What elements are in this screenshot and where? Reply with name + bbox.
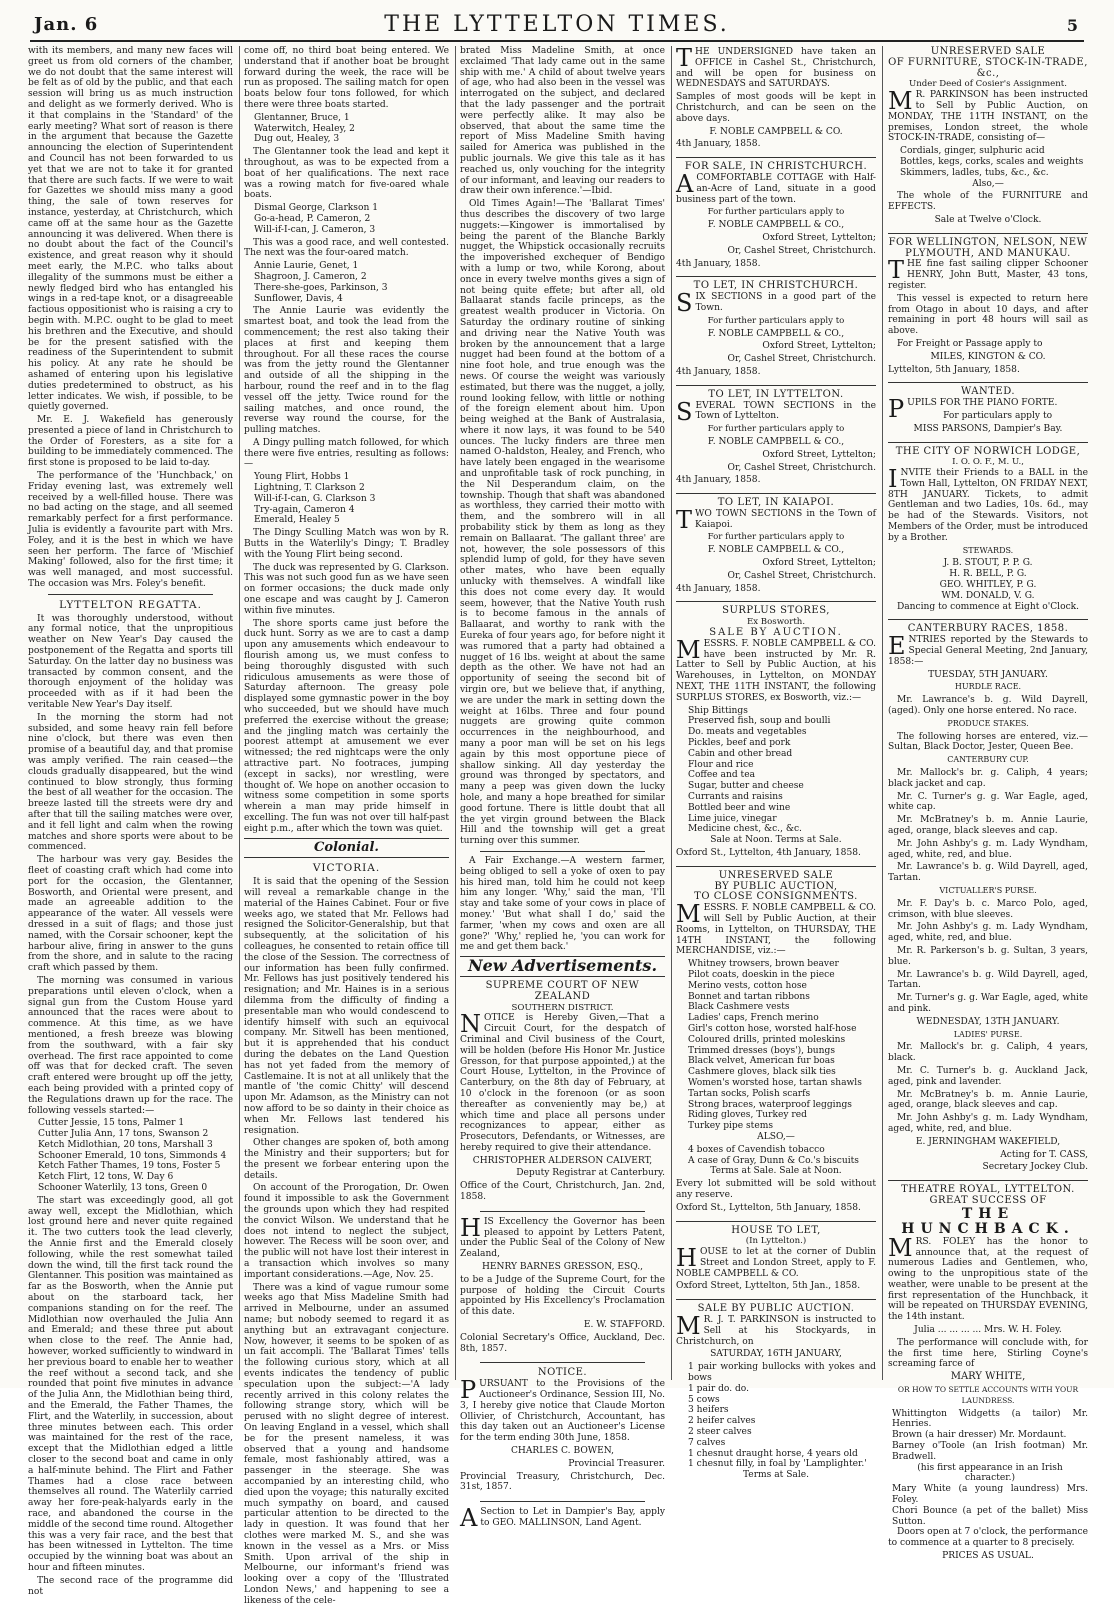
ad-address: Oxford Street, Lyttelton; [762,232,876,243]
ad-note: Doors open at 7 o'clock, the performance to commence at a quarter to 8 precisely. [888,1527,1088,1549]
article-paragraph: There was a kind of vague rumour some weeks ago that Miss Madeline Smith had arrived in Melbourne, under an assumed name; but nobody seemed to regard it as anything but an extravagant conjecture. Now, however, it seems to be spoken of as un fait accompli. The 'Ballarat Times' tells the following curious story, which at all events indicates the tendency of public speculation upon the subject:—'A lady recently arrived in this colony relates the following strange story, which will be perused with no slight degree of interest. On leaving England in a vessel, which shall be for the present nameless, it was observed that a young and handsome female, most fashionably attired, was a passenger in the steerage. She was accompanied by an interesting child, who died upon the voyage; this naturally excited much sympathy on board, and caused particular attention to be directed to the lady in question. It was found that her clothes were marked M. S., and she was known in the vessel as a Mrs. or Miss Smith. Upon arrival of the ship in Melbourne, our informant's friend was looking over a copy of the 'Illustrated London News,' and happening to see a likeness of the cele- [244,1282,449,1606]
race-entry: Will-if-I-can, J. Cameron, 3 [254,224,376,235]
ad-prices: PRICES AS USUAL. [942,1551,1034,1562]
ad-heading: UNRESERVED SALE [930,46,1046,57]
list-item: Whitney trowsers, brown beaver [688,959,839,970]
list-item: 3 heifers [688,1405,729,1416]
ad-signature: E. JERNINGHAM WAKEFIELD, [915,1136,1061,1147]
divider [676,601,876,602]
race-entry: Mr. McBratney's b. m. Annie Laurie, aged, orange, black sleeves and cap. [888,815,1088,836]
race-entry: Cutter Julia Ann, 17 tons, Swanson 2 [38,1129,209,1140]
section-heading-new-ads: New Advertisements. [467,956,658,976]
list-item: Turkey pipe stems [688,1121,774,1132]
advert-schooner-henry [888,237,1088,380]
article-paragraph: The harbour was very gay. Besides the fleet of coasting craft which had come into port for the occasion, the Glentanner, Bosworth, and Oriental were present, and made an agreeable addition to the appearance of the water. All vessels were dressed in a suit of flags; and those just named, with the Corsair schooner, kept the harbour alive, firing in answer to the guns from the shore, and in salute to the racing craft which passed by them. [28,855,233,974]
race-entry: Mr. John Ashby's g. m. Lady Wyndham, aged, white, red, and blue. [888,1113,1088,1134]
ad-subheading: TO CLOSE CONSIGNMENTS. [694,891,858,903]
ad-body: For further particulars apply to [707,207,845,218]
article-paragraph: On account of the Prorogation, Dr. Owen found it impossible to ask the Government the grounds upon which they had respited the convict Wilson. We understand that he does not intend to neglect the subject, however. The Recess will be soon over, and the public will not have lost their interest in a transaction which involves so many important considerations.—Age, Nov. 25. [244,1183,449,1280]
ad-signature: F. NOBLE CAMPBELL & CO., [707,328,845,339]
divider [480,1501,645,1502]
ad-body: ENTRIES reported by the Stewards to Special General Meeting, 2nd January, 1858:— [888,632,1088,667]
masthead [30,6,1084,42]
advert-house-to-let [676,1225,876,1297]
list-item: Black velvet, American fur boas [688,1056,835,1067]
race-day: TUESDAY, 5TH JANUARY. [928,669,1048,680]
ad-subheading: I. O. O. F., M. U., [952,457,1024,468]
article-paragraph: come off, no third boat being entered. We understand that if another boat be brought forward during the week, the race will be run as proposed. The sailing match for open boats below four tons followed, for which there were three boats started. [244,46,449,110]
list-item: 5 cows [688,1394,720,1405]
race-entry: Ketch Midlothian, 20 tons, Marshall 3 [38,1139,213,1150]
list-item: Currants and raisins [688,792,783,803]
race-entry: Go-a-head, P. Cameron, 2 [254,213,371,224]
divider [676,866,876,867]
list-item: 7 calves [688,1437,726,1448]
race-entry: There-she-goes, Parkinson, 3 [254,282,388,293]
list-item: WM. DONALD, V. G. [941,590,1035,601]
race-entry: Emerald, Healey 5 [254,515,340,526]
list-item: A case of Gray, Dunn & Co.'s biscuits [688,1155,859,1166]
farce-title: MARY WHITE, [950,1371,1026,1383]
list-item: Ladies' caps, French merino [688,1013,819,1024]
race-name: HURDLE RACE. [954,682,1022,692]
article-paragraph: with its members, and many new faces will greet us from old corners of the chamber, we do not doubt that the same interest will be felt as of old by the public, and that each session will bring us as much instruction and delight as we formerly derived. Who is it that complains in the 'Standard' of the early meeting? What sort of reason is there in the argument that because the Gazette announcing the election of Superintendent and Council has not been forwarded to us yet that we are not to take it for granted that there are such facts. If we were to wait for Gazettes we should miss many a good thing, the sale of town reserves for instance, yesterday, at Christchurch, which came off at the same hour as the Gazette announcing it was delivered. When there is no doubt about the fact of the Council's existence, and great reason why it should meet early, the M.P.C. who talks about illegality of the summons must be either a newly fledged bird who has entangled his wings in a red-tape knot, or a disagreeable factious oppositionist who is raising a cry to begin with. M.P.C. ought to be glad to meet his brethren and the Executive, and should be for the present satisfied with the readiness of the Superintendent to submit his policy. At any rate he should be ashamed of entering upon his legislative duties predetermined to obstruct, as his letter indicates. We wish, if possible, to be quietly governed. [28,46,233,413]
race-results [28,1118,233,1196]
column-rule [671,46,672,1380]
race-entry: The following horses are entered, viz.—Sultan, Black Doctor, Jester, Queen Bee. [888,731,1088,753]
ad-heading: CANTERBURY RACES, 1858. [907,623,1069,635]
ad-body: MR. J. T. PARKINSON is instructed to Sell at his Stockyards, in Christchurch, on [676,1312,876,1347]
list-item: 1 pair working bullocks with yokes and bows [688,1362,876,1384]
column-2 [244,46,449,1606]
list-item: Women's worsted hose, tartan shawls [688,1077,862,1088]
divider [676,276,876,277]
ad-body: SIX SECTIONS in a good part of the Town. [676,289,876,318]
ad-signature: F. NOBLE CAMPBELL & CO. [709,126,843,137]
ad-body: HOUSE to let at the corner of Dublin Street and London Street, apply to F. NOBLE CAMPBELL & CO. [676,1244,876,1279]
ad-date: Lyttelton, 5th January, 1858. [888,364,1020,375]
list-item: Bottled beer and wine [688,802,791,813]
divider [888,382,1088,383]
cast-line: Mary White (a young laundress) Mrs. Foley. [892,1484,1088,1506]
ad-body: For further particulars apply to [707,315,845,326]
list-item: Flour and rice [688,759,754,770]
ad-body: ACOMFORTABLE COTTAGE with Half-an-Acre of Land, situate in a good business part of the town. [676,169,876,205]
race-name: PRODUCE STAKES. [947,718,1029,728]
race-entry: Will-if-I-can, G. Clarkson 3 [254,493,376,504]
cast-list [888,1409,1088,1528]
article-paragraph: The Dingy Sculling Match was won by R. Butts in the Waterlily's Dingy; T. Bradley with the Young Flirt being second. [244,528,449,560]
ad-body: NOTICE is Hereby Given,—That a Circuit Court, for the despatch of Criminal and Civil business of the Court, will be holden (before His Honor Mr. Justice Gresson, for that purpose appointed,) at the Court House, Lyttelton, in the Province of Canterbury, on the 8th day of February, at 10 o'clock in the forenoon (or as soon thereafter as conveniently may be,) at which time and place all persons under recognizances to appear, either as Prosecutors, Defendants, or Witnesses, are hereby required to give their attendance. [460,1010,665,1153]
divider [888,233,1088,234]
race-entry: Cutter Jessie, 15 tons, Palmer 1 [38,1118,185,1129]
ad-address: Or, Cashel Street, Christchurch. [727,462,876,473]
article-paragraph: The start was exceedingly good, all got away well, except the Midlothian, which lost ground here and never quite regained it. The two cutters took the lead cleverly, the Annie first and the Emerald closely following, while the rest somewhat tailed down the wind, till the first tack round the Glentanner. This position was maintained as far as the Bosworth, when the Annie put about on the starboard tack, her companions standing on for the reef. The Midlothian now overhauled the Julia Ann and Emerald; and these three put about when close to the reef. The Annie had, however, worked sufficiently to windward in her previous board to enable her to weather the reef without a second tack, and she rounded that point five minutes in advance of the Julia Ann, the Midlothian being third, and the Emerald, the Father Thames, the Flirt, and the Waterlily, in succession, about three minutes between each. This order was maintained for the rest of the race, except that the Midlothian edged a little closer to the second boat and came in only a half-minute behind. The Flirt and Father Thames had a close race between themselves all round. The Waterlily carried away her fore-peak-halyards early in the race, and abandoned the course in the middle of the second time round. Altogether this was a very fair race, and the best that has been witnessed in Lyttelton. The time occupied by the winning boat was about an hour and fifteen minutes. [28,1195,233,1573]
race-entry: Annie Laurie, Genet, 1 [254,261,359,272]
divider [676,157,876,158]
ad-signature: Deputy Registrar at Canterbury. [516,1168,665,1179]
ad-signature: Secretary Jockey Club. [982,1162,1088,1173]
ad-date: 4th January, 1858. [676,583,761,594]
ad-body: MESSRS. F. NOBLE CAMPBELL & CO. have been instructed by Mr. R. Latter to Sell by Public Auction, at his Warehouses, in Lyttelton, on MONDAY NEXT, THE 11TH INSTANT, the following SURPLUS STORES, ex Bosworth, viz.:— [676,635,876,703]
ad-also: Also,— [972,178,1004,189]
ad-signature: MISS PARSONS, Dampier's Bay. [913,423,1063,434]
farce-subtitle: OR HOW TO SETTLE ACCOUNTS WITH YOUR LAUNDRESS. [897,1385,1079,1405]
advert-furniture-sale [888,46,1088,230]
race-entry: Dismal George, Clarkson 1 [254,203,378,214]
ad-body: MESSRS. F. NOBLE CAMPBELL & CO. will Sell by Public Auction, at their Rooms, in Lyttelton, on THURSDAY, THE 14TH INSTANT, the following MERCHANDISE, viz.:— [676,900,876,957]
ad-subheading: (In Lyttelton.) [745,1236,807,1247]
race-results [244,261,449,306]
advert-six-sections [676,280,876,381]
ad-address: Oxford Street, Lyttelton; [762,341,876,352]
stewards-list [888,558,1088,601]
ad-signature: F. NOBLE CAMPBELL & CO., [707,220,845,231]
ad-body: HIS Excellency the Governor has been pleased to appoint by Letters Patent, under the Public Seal of the Colony of New Zealand, [460,1213,665,1260]
ad-body: Samples of most goods will be kept in Christchurch, and can be seen on the above days. [676,92,876,124]
divider [48,594,213,595]
advert-piano-pupils [888,386,1088,438]
ad-heading: SALE BY PUBLIC AUCTION. [697,1303,855,1315]
ad-heading: THEATRE ROYAL, LYTTELTON. [901,1184,1075,1196]
ad-terms: Sale at Twelve o'Clock. [934,214,1042,225]
race-entry: Mr. John Ashby's g. m. Lady Wyndham, aged, white, red, and blue. [888,838,1088,860]
race-entry: Glentanner, Bruce, 1 [254,112,350,123]
list-item: Do. meats and vegetables [688,727,807,738]
ad-big-title: THE HUNCHBACK. [901,1205,1075,1237]
ad-body: For further particulars apply to [707,424,845,435]
ad-body: This vessel is expected to return here from Otago in about 10 days, and after remaining in port 48 hours will sail as above. [888,293,1088,337]
race-entry: Try-again, Cameron 4 [254,504,355,515]
article-paragraph: The morning was consumed in various preparations until eleven o'clock, when a signal gun from the Custom House yard announced that the races were about to commence. At this time, as we have mentioned, a fresh breeze was blowing from the southward, with a fair sky overhead. The first race appointed to come off was that for decked craft. The seven craft entered were brought up off the jetty, each being provided with a printed copy of the Regulations drawn up for the race. The following vessels started:— [28,975,233,1116]
race-entry: Mr. C. Turner's b. g. Auckland Jack, aged, pink and lavender. [888,1065,1088,1087]
ad-subheading: GREAT SUCCESS OF [929,1194,1047,1206]
race-entry: Mr. Mallock's br. g. Caliph, 4 years, black. [888,1042,1088,1064]
ad-heading: SUPREME COURT OF NEW ZEALAND [485,979,640,1002]
list-item: J. B. STOUT, P. P. G. [943,558,1033,569]
race-entry: Mr. Turner's g. g. War Eagle, aged, white and pink. [888,993,1088,1014]
race-entry: Mr. Lawrance's b. g. Wild Dayrell, aged, Tartan. [888,969,1088,991]
divider [676,385,876,386]
list-item: Preserved fish, soup and boulli [688,716,831,727]
list-item: Coloured drills, printed moleskins [688,1034,846,1045]
ad-heading: WANTED. [960,386,1016,398]
article-paragraph: The second race of the programme did not [28,1575,233,1597]
ad-date: 4th January, 1858. [676,258,761,269]
article-paragraph: In the morning the storm had not subsided, and some heavy rain fell before nine o'clock, but there was even then promise of a beautiful day, and that promise was amply verified. The rain ceased—the clouds gradually disappeared, but the wind continued to blow strongly, thus forming the best of all weather for the occasion. The breeze lasted till the streets were dry and after that till the sailing matches were over, and it fell light and calm when the rowing matches and shore sports were about to be commenced. [28,712,233,853]
ad-subheading: SOUTHERN DISTRICT. [511,1002,614,1013]
ad-subheading: Ex Bosworth. [746,617,806,628]
cast-line: Brown (a hair dresser) Mr. Mordaunt. [892,1430,1067,1441]
divider [676,1299,876,1300]
race-entry: Mr. F. Day's b. c. Marco Polo, aged, crimson, with blue sleeves. [888,898,1088,920]
ad-name: HENRY BARNES GRESSON, ESQ., [481,1262,644,1273]
list-item: H. R. BELL, P. G. [949,569,1027,580]
ad-date: Colonial Secretary's Office, Auckland, Dec. 8th, 1857. [460,1332,665,1354]
list-item: Cabin and other bread [688,748,793,759]
ad-signature: CHARLES C. BOWEN, [510,1446,615,1457]
column-4 [676,44,876,1481]
ad-heading: UNRESERVED SALE [718,869,834,881]
ad-signature: Acting for T. CASS, [1000,1149,1088,1160]
article-paragraph: Other changes are spoken of, both among the Ministry and their supporters; but for the present we forbear entering upon the details. [244,1138,449,1181]
advert-kaiapoi [676,497,876,598]
ad-when: SATURDAY, 16TH JANUARY, [710,1349,842,1360]
issue-date: Jan. 6 [34,14,99,35]
article-paragraph: A Dingy pulling match followed, for which there were five entries, resulting as follows:— [244,437,449,470]
ad-body: For further particulars apply to [707,532,845,543]
divider [480,1211,645,1212]
ad-body: to be a Judge of the Supreme Court, for the purpose of holding the Circuit Courts appointed by His Excellency's Proclamation of this date. [460,1274,665,1318]
ad-subheading: BY PUBLIC AUCTION, [714,880,838,892]
victoria-heading: VICTORIA. [312,862,381,875]
race-name: LADIES' PURSE. [953,1029,1023,1039]
ad-signature: E. W. STAFFORD. [583,1320,665,1331]
newspaper-title: THE LYTTELTON TIMES. [384,12,730,37]
divider [244,838,449,839]
ad-address: Oxford Street, Lyttelton; [762,558,876,569]
ad-address: Or, Cashel Street, Christchurch. [727,354,876,365]
ad-item-list [676,1145,876,1167]
ad-body: The whole of the FURNITURE and EFFECTS. [888,191,1088,213]
advert-cottage [676,161,876,273]
list-item: Tartan socks, Polish scarfs [688,1088,811,1099]
list-item: Cashmere gloves, black silk ties [688,1067,836,1078]
ad-heading: TO LET, IN CHRISTCHURCH. [693,280,859,292]
ad-body: PUPILS FOR THE PIANO FORTE. [888,395,1058,424]
ad-heading: TO LET, IN LYTTELTON. [708,388,844,400]
ad-heading: FOR WELLINGTON, NELSON, NEW PLYMOUTH, AND MANUKAU. [888,236,1088,259]
ad-body: THE UNDERSIGNED have taken an OFFICE in Cashel St., Christchurch, and will be open for business on WEDNESDAYS and SATURDAYS. [676,44,876,90]
ad-heading: THE CITY OF NORWICH LODGE, [895,445,1081,457]
ad-date: Oxford Street, Lyttelton, 5th Jan., 1858. [676,1281,861,1292]
advert-supreme-court [460,980,665,1207]
advert-surplus-stores [676,605,876,862]
race-entry: Young Flirt, Hobbs 1 [254,472,350,483]
race-entry: Mr. Mallock's br. g. Caliph, 4 years; black jacket and cap. [888,768,1088,789]
divider [888,442,1088,443]
divider [460,976,665,977]
list-item: Sugar, butter and cheese [688,781,804,792]
list-item: Trimmed dresses (boys'), bungs [688,1045,835,1056]
race-results [244,203,449,237]
race-entry: Sunflower, Davis, 4 [254,293,343,304]
ad-date: Provincial Treasury, Christchurch, Dec. 31st, 1857. [460,1471,665,1493]
advert-lyttelton-sections [676,389,876,490]
ad-body: PURSUANT to the Provisions of the Auctioneer's Ordinance, Session III, No. 3, I hereby give notice that Claude Morton Ollivier, of Christchurch, Accountant, has this day taken out an Auctioneer's License for the term ending 30th June, 1858. [460,1376,665,1444]
race-results [244,113,449,147]
list-item: Strong braces, waterproof leggings [688,1099,852,1110]
cast-line: Chori Bounce (a pet of the ballet) Miss Sutton. [892,1505,1088,1527]
article-paragraph: The performance of the 'Hunchback,' on Friday evening last, was extremely well received by a well-filled house. There was no bad acting on the stage, and all seemed remarkably perfect for a first performance. Julia is evidently a favourite part with Mrs. Foley, and it is the best in which we have seen her perform. The farce of 'Mischief Making' followed, also for the first time; it was well managed, and most successful. The occasion was Mrs. Foley's benefit. [28,471,233,590]
article-paragraph: It is said that the opening of the Session will reveal a remarkable change in the material of the Haines Cabinet. Four or five weeks ago, we stated that Mr. Fellows had resigned the Solicitor-Generalship, but that subsequently, at the solicitation of his colleagues, he consented to retain office till the close of the Session. The correctness of our information has been fully confirmed. Mr. Fellows has just positively tendered his resignation; and Mr. Haines is in a serious dilemma from the difficulty of finding a presentable man who would condescend to identify himself with such an equivocal company. Mr. Sitwell has been mentioned, but it is apprehended that his conduct during the debates on the Land Question has not yet faded from the memory of Castlemaine. It is not at all unlikely that the mantle of 'the comic Chitty' will descend upon Mr. Adamson, as the Ministry can not now afford to be so dainty in their choice as when Mr. Fellows last tendered his resignation. [244,877,449,1136]
ad-also: ALSO,— [757,1131,795,1142]
race-entry: Mr. R. Parkerson's b. g. Sultan, 3 years, blue. [888,945,1088,967]
ad-signature: CHRISTOPHER ALDERSON CALVERT, [472,1155,653,1166]
race-entry: Mr. John Ashby's g. m. Lady Wyndham, aged, white, red, and blue. [888,922,1088,944]
ad-body: INVITE their Friends to a BALL in the Town Hall, Lyttelton, ON FRIDAY NEXT, 8TH JANUARY. Tickets, to admit Gentleman and two Ladies, 10s. 6d., may be had of the Stewards. Visitors, not Members of the Order, must be introduced by a Brother. [888,465,1088,543]
list-item: Merino vests, cotton hose [688,980,807,991]
advert-notice [460,1367,665,1497]
advert-stock-auction [676,1303,876,1485]
advert-lodge-ball [888,446,1088,617]
advert-appointment [460,1213,665,1359]
ad-signature: F. NOBLE CAMPBELL & CO., [707,436,845,447]
race-entry: Ketch Father Thames, 19 tons, Foster 5 [38,1161,221,1172]
advert-unreserved-sale [676,870,876,1218]
ad-terms: Terms at Sale. [742,1470,810,1481]
ad-item-list [888,146,1088,178]
page-number: 5 [1066,16,1078,35]
list-item: Cordials, ginger, sulphuric acid [900,146,1045,157]
ad-item-list [676,959,876,1132]
section-heading-colonial: Colonial. [314,839,379,855]
race-name: VICTUALLER'S PURSE. [939,885,1037,895]
column-3 [460,46,665,1533]
race-entry: Mr. McBratney's b. m. Annie Laurie, aged, orange, black sleeves and cap. [888,1089,1088,1111]
ad-body: For Freight or Passage apply to [897,338,1043,349]
divider [244,857,449,858]
column-rule [239,46,240,1380]
list-item: Bottles, kegs, corks, scales and weights [900,156,1084,167]
ad-date: Office of the Court, Christchurch, Jan. 2nd, 1858. [460,1181,665,1203]
list-item: Ship Bittings [688,705,748,716]
ad-date: Oxford St., Lyttelton, 5th January, 1858. [676,1202,861,1213]
ad-heading: HOUSE TO LET, [731,1224,821,1236]
divider [676,493,876,494]
race-entry: Shagroon, J. Cameron, 2 [254,271,367,282]
column-5 [888,46,1088,1562]
divider [480,851,645,852]
article-paragraph: brated Miss Madeline Smith, at once exclaimed 'That lady came out in the same ship with me.' A child of about twelve years of age, who had also been in the vessel was interrogated on the subject, and declared that the lady passenger and the portrait were perfectly alike. It may also be observed, that about the same time the report of Miss Madeline Smith having sailed for America was published in the public journals. We give this tale as it has reached us, only vouching for the integrity of our informant, and leaving our readers to draw their own inference.'—Ibid. [460,46,665,197]
article-paragraph: The duck was represented by G. Clarkson. This was not such good fun as we have seen on former occasions; the duck made only one escape and was caught by J. Cameron within five minutes. [244,562,449,616]
ad-body: For particulars apply to [943,410,1053,421]
ad-note: Dancing to commence at Eight o'Clock. [896,601,1080,612]
ad-item-list [676,1362,876,1470]
ad-date: 4th January, 1858. [676,366,761,377]
list-item: Black Cashmere vests [688,1002,790,1013]
race-results [244,472,449,528]
list-item: GEO. WHITLEY, P. G. [939,580,1037,591]
ad-item-list [676,706,876,836]
ad-address: Or, Cashel Street, Christchurch. [727,570,876,581]
list-item: Lime juice, vinegar [688,813,777,824]
list-item: Pilot coats, doeskin in the piece [688,969,835,980]
race-entry: Mr. Lawrance's b. g. Wild Dayrell, aged, Tartan. [888,862,1088,884]
ad-body: MR. PARKINSON has been instructed to Sell by Public Auction, on MONDAY, THE 11TH INSTANT, on the premises, London street, the whole STOCK-IN-TRADE, consisting of— [888,87,1088,144]
advert-section-to-let [460,1506,665,1533]
cast-line: (his first appearance in an Irish character.) [917,1462,1063,1484]
advert-canterbury-races [888,623,1088,1177]
ad-heading: NOTICE. [537,1367,588,1379]
ad-body: The performance will conclude with, for the first time here, Stirling Coyne's screaming farce of [888,1337,1088,1370]
column-rule [455,46,456,1380]
ad-body: SEVERAL TOWN SECTIONS in the Town of Lyttelton. [676,397,876,426]
ad-subheading: OF FURNITURE, STOCK-IN-TRADE, &c., [888,56,1088,79]
list-item: 1 chesnut draught horse, 4 years old [688,1448,858,1459]
race-entry: Mr. Lawrance's b. g. Wild Dayrell, (aged). Only one horse entered. No race. [888,695,1088,717]
ad-body: ASection to Let in Dampier's Bay, apply to GEO. MALLINSON, Land Agent. [460,1504,665,1533]
race-entry: Ketch Flirt, 12 tons, W. Day 6 [38,1172,174,1183]
ad-signature: MILES, KINGTON & CO. [930,351,1046,362]
ad-body: MRS. FOLEY has the honor to announce that, at the request of numerous Ladies and Gentlemen, who, owing to the unpropitious state of the weather, were unable to be present at the first representation of the Hunchback, it will be repeated on THURSDAY EVENING, the 14th instant. [888,1233,1088,1323]
list-item: 2 heifer calves [688,1416,756,1427]
article-paragraph: It was thoroughly understood, without any formal notice, that the unpropitious weather on New Year's Day caused the postponement of the Regatta and sports till Saturday. On the latter day no business was transacted by common consent, and the thorough enjoyment of the holiday was proceeded with as if it had been the veritable New Year's Day itself. [28,613,233,711]
column-rule [882,46,883,1380]
ad-signature: F. NOBLE CAMPBELL & CO., [707,545,845,556]
ad-date: Oxford St., Lyttelton, 4th January, 1858. [676,848,861,858]
ad-subheading: Under Deed of Cosier's Assignment. [909,79,1067,90]
race-entry: Waterwitch, Healey, 2 [254,123,355,134]
ad-date: 4th January, 1858. [676,475,761,486]
divider [676,1221,876,1222]
ad-terms: Terms at Sale. Sale at Noon. [710,1166,842,1177]
ad-body: TWO TOWN SECTIONS in the Town of Kaiapoi. [676,505,876,534]
list-item: Skimmers, ladles, tubs, &c., &c. [900,167,1049,178]
list-item: 1 chesnut filly, in foal by 'Lamplighter.' [688,1459,867,1470]
race-entry: Schooner Waterlily, 13 tons, Green 0 [38,1183,208,1194]
cast-line: Julia ... ... ... ... Mrs. W. H. Foley. [914,1325,1062,1336]
cast-line: Barney o'Toole (an Irish footman) Mr. Bradwell. [892,1441,1088,1462]
ad-subheading: SALE BY AUCTION. [709,627,843,639]
race-entry: Mr. C. Turner's g. g. War Eagle, aged, white cap. [888,791,1088,813]
list-item: Coffee and tea [688,770,755,781]
ad-heading: TO LET, IN KAIAPOI. [717,497,835,509]
ad-date: 4th January, 1858. [676,139,761,150]
divider [888,619,1088,620]
ad-heading: FOR SALE, IN CHRISTCHURCH. [684,161,868,173]
article-paragraph: Mr. E. J. Wakefield has generously presented a piece of land in Christchurch to the Order of Foresters, as a site for a building to be immediately commenced. The first stone is proposed to be laid to-day. [28,415,234,469]
article-paragraph: The shore sports came just before the duck hunt. Sorry as we are to cast a damp upon any amusements which endeavour to flourish among us, we must confess to being thoroughly disgusted with such ridiculous amusements as were those of Saturday afternoon. The greasy pole displayed some gymnastic power in the boy who succeeded, but we should have much preferred the exercise without the grease; and the jingling match was certainly the poorest attempt at amusement we ever witnessed; the red nightcaps were the only attractive part. No footraces, jumping (except in sacks), nor wrestling, were thought of. We hope on another occasion to witness some competition in some sports wherein a man may pride himself in excelling. The fun was not over till half-past eight p.m., after which the town was quiet. [244,618,449,834]
ad-address: Oxford Street, Lyttelton; [762,449,876,460]
ad-note: Every lot submitted will be sold without any reserve. [676,1179,876,1200]
column-1 [28,46,234,1597]
ad-body: THE fine fast sailing clipper Schooner HENRY, John Butt, Master, 43 tons, register. [888,256,1088,291]
article-paragraph: This was a good race, and well contested. The next was the four-oared match. [244,237,449,259]
article-paragraph: The Annie Laurie was evidently the smartest boat, and took the lead from the commencement; the rest also taking their places at first and keeping them throughout. For all these races the course was from the jetty round the Glentanner and outside of all the shipping in the harbour, round the reef and in to the flag vessel off the jetty. Twice round for the sailing matches, and once round, the reverse way round the course, for the pulling matches. [244,306,449,436]
list-item: 4 boxes of Cavendish tobacco [688,1144,825,1155]
race-name: CANTERBURY CUP. [947,755,1029,765]
list-item: Girl's cotton hose, worsted half-hose [688,1023,857,1034]
ad-heading: SURPLUS STORES, [722,605,830,617]
race-day: WEDNESDAY, 13TH JANUARY. [916,1016,1060,1027]
race-entry: Lightning, T. Clarkson 2 [254,483,365,494]
list-item: Medicine chest, &c., &c. [688,824,802,835]
race-entry: Schooner Emerald, 10 tons, Simmonds 4 [38,1150,227,1161]
list-item: 2 steer calves [688,1427,752,1438]
race-entry: Dug out, Healey, 3 [254,134,340,145]
divider [480,1362,645,1363]
divider [888,1180,1088,1181]
ad-stewards-label: STEWARDS. [962,545,1014,555]
regatta-heading: LYTTELTON REGATTA. [59,598,202,611]
ad-signature: Provincial Treasurer. [568,1458,665,1469]
article-paragraph: A Fair Exchange.—A western farmer, being obliged to sell a yoke of oxen to pay his hired man, told him he could not keep him any longer. 'Why,' said the man, 'I'll stay and take some of your cows in place of money.' 'But what shall I do,' said the farmer, 'when my cows and oxen are all gone?' 'Why,' replied he, 'you can work for me and get them back.' [460,855,665,953]
advert-office [676,46,876,154]
article-paragraph: The Glentanner took the lead and kept it throughout, as was to be expected from a boat of her qualifications. The next race was a rowing match for five-oared whale boats. [244,147,449,201]
list-item: Pickles, beef and pork [688,738,791,749]
ad-address: Or, Cashel Street, Christchurch. [727,245,876,256]
article-paragraph: Old Times Again!—The 'Ballarat Times' thus describes the discovery of two large nuggets:—Kingower is immortalised by being the parent of the Blanche Barkly nugget, the Whipstick occasionally recruits the impoverished exchequer of Bendigo with a lump or two, while Korong, about once in every twelve months gives a sign of not being quite effete; but after all, old Ballaarat stands facile princeps, as the greatest wealth producer in Victoria. On Saturday the ordinary routine of sinking and driving near the Native Youth was broken by the announcement that a large nugget had been found at the bottom of a nine foot hole, and true enough was the news. Of course the weight was variously estimated, but there was the nugget, a jolly, round looking fellow, with little or nothing of the foreign element about him. Upon being weighed at the Bank of Australasia, where it now lays, it was found to be 540 ounces. The lucky finders are three men named O-haldston, Healey, and French, who have lately been engaged in the wearisome and unprofitable task of rock punching, in the Nil Desperandum claim, on the township. Though that shaft was abandoned as worthless, they carried their motto with them, and the sombrero will in all probability stick by them as long as they remain on Ballaarat. 'The gallant three' are not, however, the sole possessors of this splendid lump of gold, for they have seven other mates, who have been equally unlucky with themselves. A windfall like this does not come every day. It would seem, however, that the Native Youth rush is to become famous in the annals of Ballaarat, and worthy to rank with the Eureka of four years ago, for before night it was rumored that a party had obtained a nugget of 16 lbs. weight at about the same depth as the other. We have not had an opportunity of seeing the second bit of virgin ore, but we believe that, if anything, we are under the mark in setting down the weight at 16lbs. Three and four pound nuggets are growing quite common occurrences in the neighbourhood, and many a poor man will be set on his legs again by this most opportune piece of shallow sinking. All day yesterday the ground was thronged by spectators, and many a peep was given down the lucky hole, and many a hope breathed for similar good fortune. There is little doubt that all the yet virgin ground between the Black Hill and the township will get a great turning over this summer. [460,199,665,847]
list-item: 1 pair do. do. [688,1383,750,1394]
ad-terms: Sale at Noon. Terms at Sale. [710,835,842,846]
list-item: Riding gloves, Turkey red [688,1110,807,1121]
list-item: Bonnet and tartan ribbons [688,991,810,1002]
cast-line: Whittington Widgetts (a tailor) Mr. Henries. [892,1408,1088,1430]
advert-theatre-royal [888,1184,1088,1566]
